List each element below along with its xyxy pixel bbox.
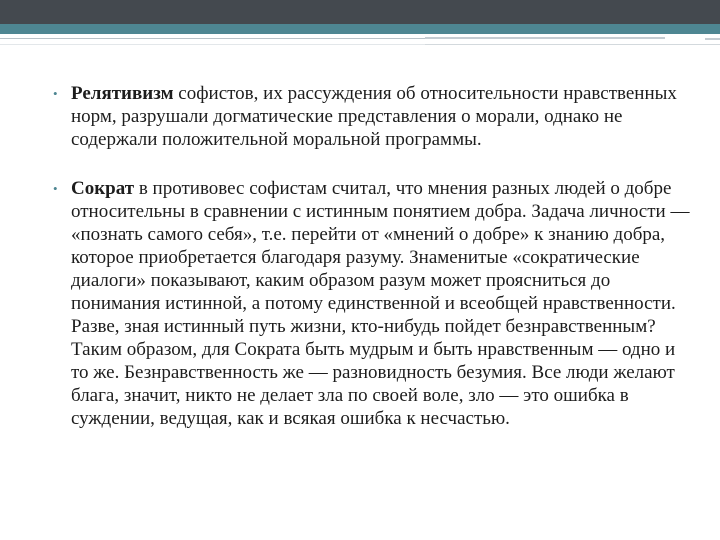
- header-band: [0, 0, 720, 24]
- term-relativism: Релятивизм: [71, 83, 174, 104]
- bullet-icon: •: [53, 86, 58, 101]
- bullet-relativism: [50, 82, 690, 151]
- bullet-text: софистов, их рассуждения об относительности нравственных норм, разрушали догматические представления о морали, однако не содержали положительной моральной программы.: [71, 83, 677, 150]
- divider-line: [425, 37, 665, 39]
- accent-band: [0, 24, 720, 34]
- divider-line: [705, 38, 720, 40]
- divider-line: [0, 44, 425, 45]
- term-socrates: Сократ: [71, 178, 135, 199]
- bullet-text: в противовес софистам считал, что мнения разных людей о добре относительны в сравнении с истинным понятием добра. Задача личности — «познать самого себя», т.е. перейти от «мнений о добре» к знанию добра, которое приобретается благодаря разуму. Знаменитые «сократические диалоги» показывают, каким образом разум может проясниться до понимания истинной, а потому единственной и всеобщей нравственности. Разве, зная истинный путь жизни, кто-нибудь пойдет безнравственным? Таким образом, для Сократа быть мудрым и быть нравственным — одно и то же. Безнравственность же — разновидность безумия. Все люди желают блага, значит, никто не делает зла по своей воле, зло — это ошибка в суждении, ведущая, как и всякая ошибка к несчастью.: [71, 178, 690, 429]
- divider-line: [0, 38, 425, 39]
- bullet-socrates: [50, 177, 690, 430]
- divider-line: [425, 44, 720, 45]
- bullet-icon: •: [53, 181, 58, 196]
- slide-body: [50, 82, 690, 456]
